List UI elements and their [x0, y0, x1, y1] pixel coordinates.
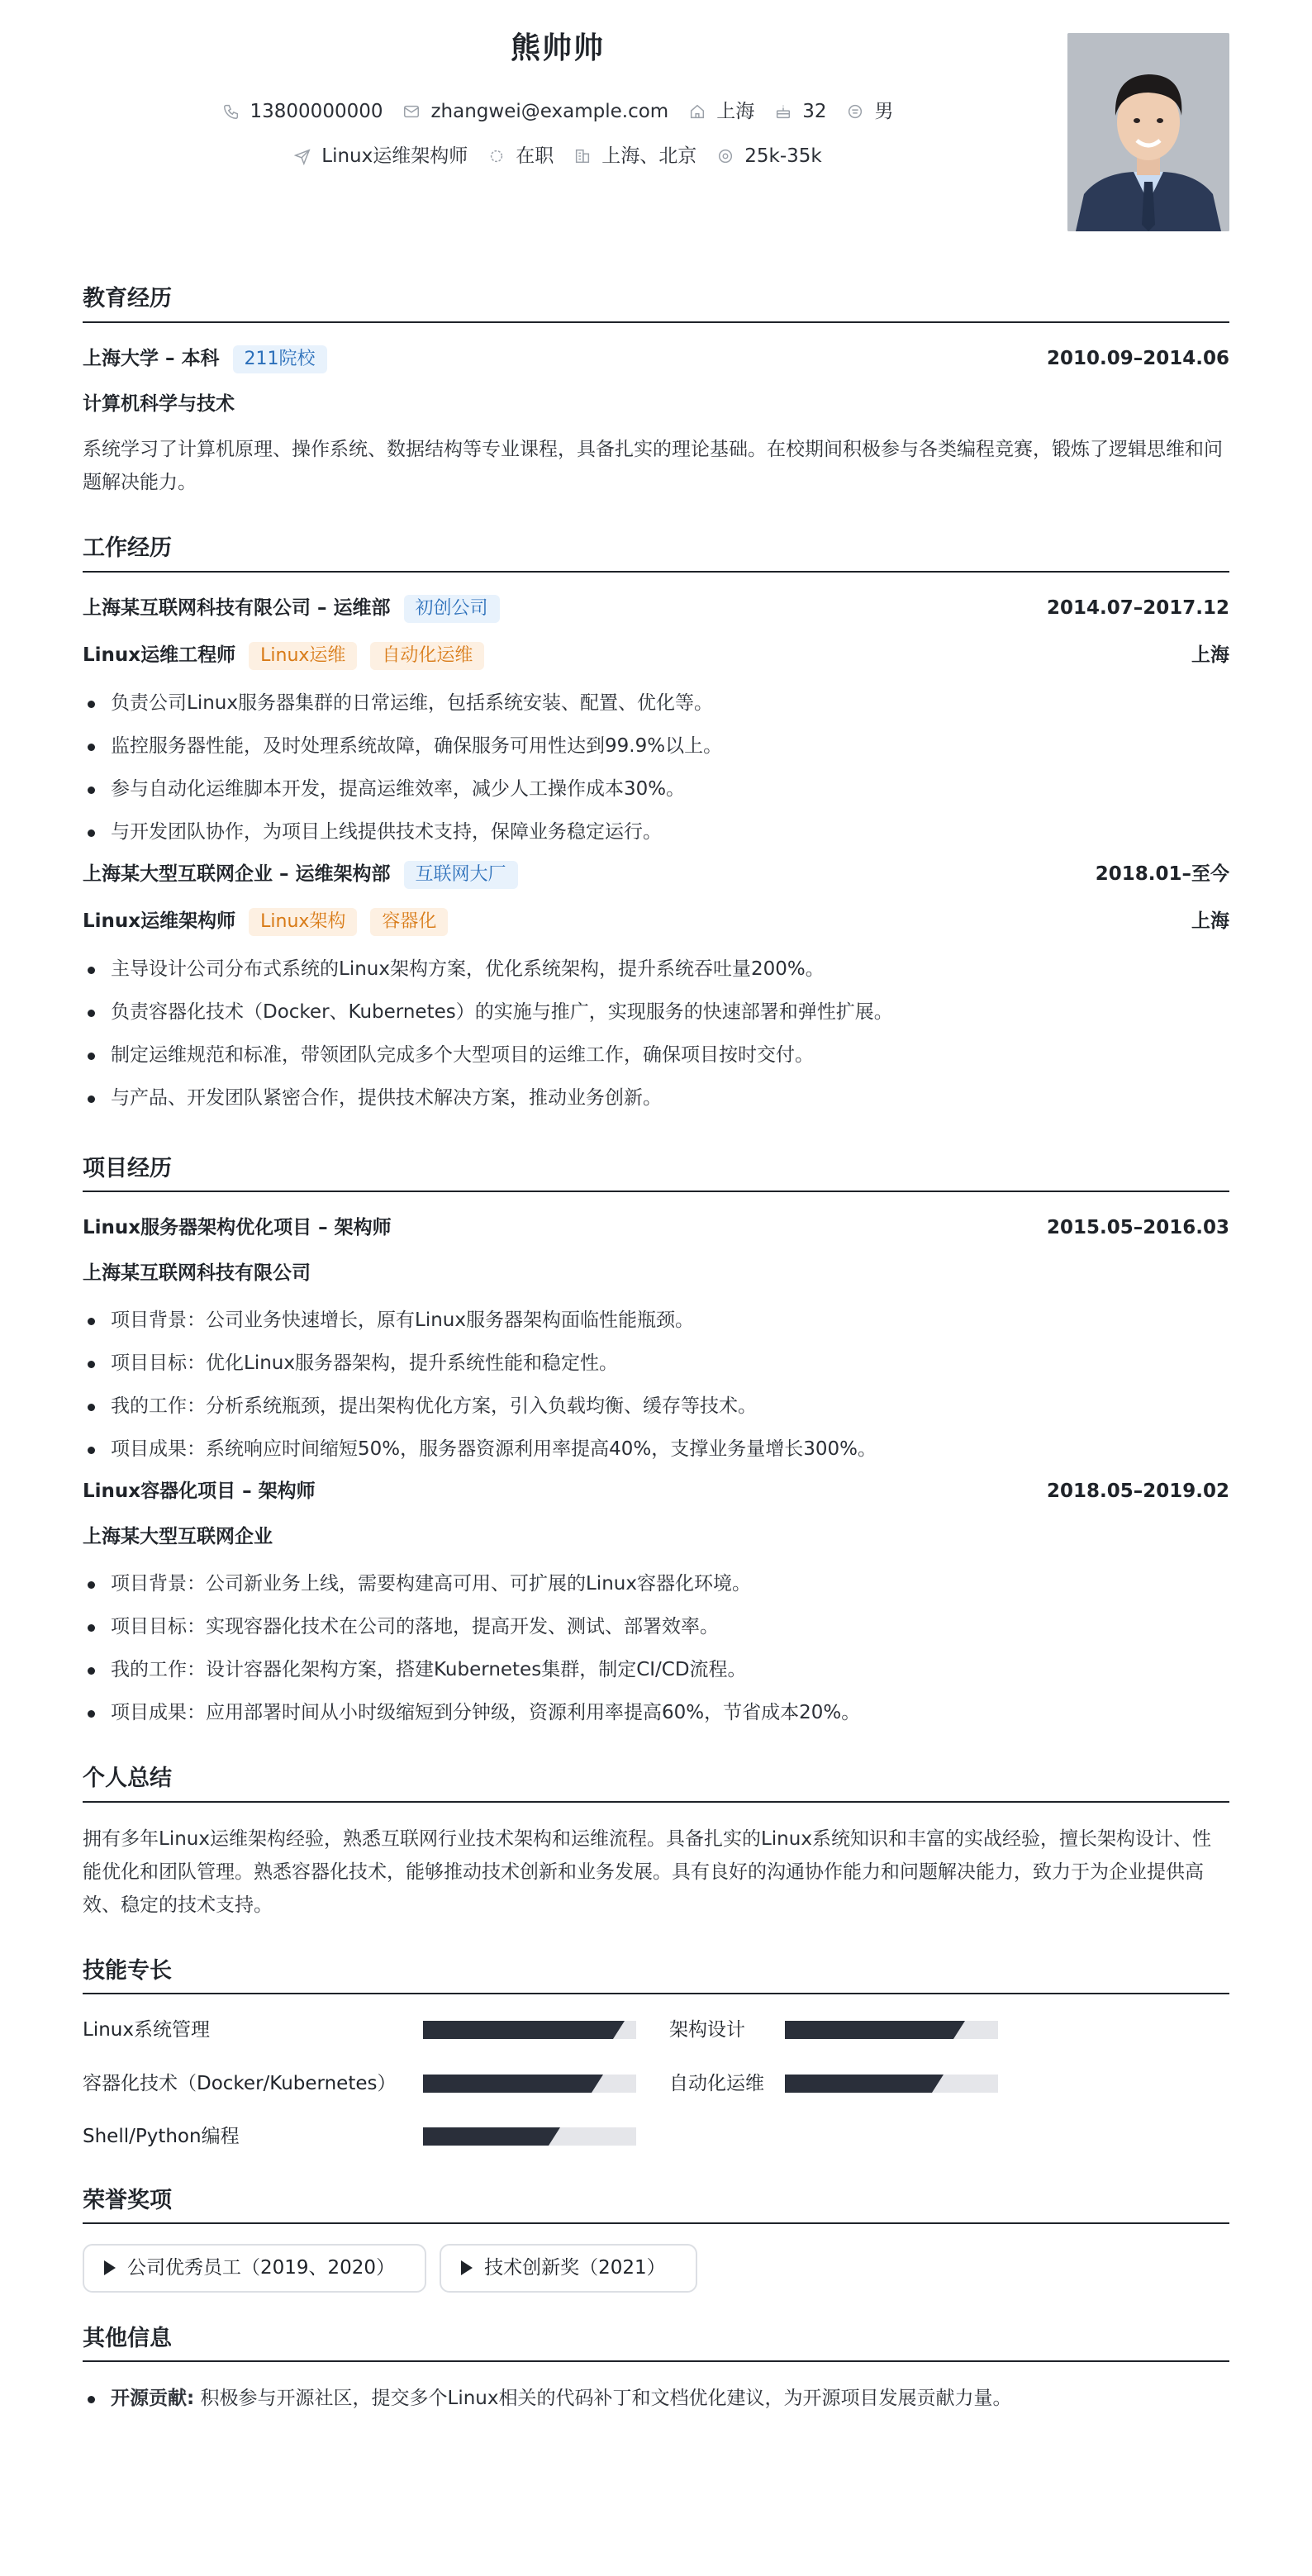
skill-bar-cell — [785, 2021, 998, 2039]
education-title: 教育经历 — [83, 283, 1229, 323]
phone-icon — [222, 102, 240, 121]
email-item — [402, 97, 668, 126]
company-tag: 初创公司 — [404, 595, 500, 623]
gender-icon — [846, 102, 864, 121]
play-icon — [104, 2260, 116, 2275]
skill-bar — [423, 2075, 636, 2093]
project-date: 2015.05–2016.03 — [1046, 1217, 1229, 1238]
projects-title: 项目经历 — [83, 1153, 1229, 1193]
age-value: 32 — [802, 101, 827, 122]
job-role: Linux运维架构师 — [83, 910, 236, 932]
skill-bar-fill — [785, 2075, 932, 2093]
project-entry — [83, 1477, 1229, 1729]
education-date: 2010.09–2014.06 — [1046, 347, 1229, 369]
salary-value: 25k-35k — [744, 145, 822, 167]
list-item: 负责容器化技术（Docker、Kubernetes）的实施与推广，实现服务的快速部署和弹性扩展。 — [83, 996, 1229, 1029]
candidate-name: 熊帅帅 — [510, 31, 605, 65]
status-item — [487, 142, 554, 171]
school-name: 上海大学 – 本科 — [83, 347, 220, 369]
coin-icon — [716, 147, 734, 165]
job-city: 上海 — [1191, 910, 1229, 932]
target-job-value: Linux运维架构师 — [321, 145, 468, 167]
skill-bar-cell — [423, 2127, 669, 2146]
project-name: Linux容器化项目 – 架构师 — [83, 1480, 316, 1502]
age-item — [774, 97, 826, 126]
award-chip — [440, 2244, 697, 2293]
skill-bar — [785, 2021, 998, 2039]
job-company-line — [83, 860, 518, 889]
skill-bar-cell — [423, 2021, 669, 2039]
job-date: 2018.01–至今 — [1095, 863, 1229, 885]
job-role: Linux运维工程师 — [83, 644, 236, 666]
skill-label: 容器化技术（Docker/Kubernetes） — [83, 2072, 397, 2094]
job-company: 上海某大型互联网企业 – 运维架构部 — [83, 863, 391, 885]
project-org: 上海某互联网科技有限公司 — [83, 1262, 311, 1284]
gender-item — [846, 97, 893, 126]
award-label: 技术创新奖（2021） — [484, 2257, 666, 2279]
school-tag: 211院校 — [233, 345, 327, 373]
play-icon — [461, 2260, 473, 2275]
avatar-photo — [1067, 33, 1229, 231]
job-role-row — [83, 907, 1229, 936]
job-entry — [83, 594, 1229, 848]
project-bullets — [83, 1567, 1229, 1729]
job-bullets — [83, 953, 1229, 1115]
mail-icon — [402, 102, 421, 121]
honors-section — [83, 2184, 1229, 2293]
project-name: Linux服务器架构优化项目 – 架构师 — [83, 1217, 392, 1238]
skill-bar-cell — [785, 2075, 998, 2093]
project-date: 2018.05–2019.02 — [1046, 1480, 1229, 1502]
project-bullets — [83, 1304, 1229, 1466]
skill-bar — [423, 2021, 636, 2039]
list-item: 项目目标：优化Linux服务器架构，提升系统性能和稳定性。 — [83, 1347, 1229, 1380]
location-value: 上海 — [716, 101, 755, 122]
job-intent-row — [83, 142, 1033, 171]
list-item: 项目目标：实现容器化技术在公司的落地，提高开发、测试、部署效率。 — [83, 1610, 1229, 1643]
skills-section — [83, 1955, 1229, 2151]
education-school-line — [83, 345, 327, 373]
job-entry — [83, 860, 1229, 1115]
list-item: 项目成果：应用部署时间从小时级缩短到分钟级，资源利用率提高60%，节省成本20%。 — [83, 1696, 1229, 1729]
job-company-line — [83, 594, 500, 623]
skill-label: Linux系统管理 — [83, 2019, 210, 2041]
list-item: 监控服务器性能，及时处理系统故障，确保服务可用性达到99.9%以上。 — [83, 730, 1229, 763]
other-title: 其他信息 — [83, 2322, 1229, 2363]
list-item: 负责公司Linux服务器集群的日常运维，包括系统安装、配置、优化等。 — [83, 687, 1229, 720]
job-city: 上海 — [1191, 644, 1229, 666]
skill-bar — [423, 2127, 636, 2146]
skill-bar-fill — [785, 2021, 953, 2039]
company-tag: 互联网大厂 — [404, 861, 518, 889]
status-value: 在职 — [516, 145, 554, 167]
skill-bar-fill — [423, 2127, 549, 2146]
education-major: 计算机科学与技术 — [83, 392, 235, 415]
project-header-row — [83, 1214, 1229, 1243]
phone-value: 13800000000 — [250, 101, 383, 122]
target-city-value: 上海、北京 — [601, 145, 697, 167]
project-header-row — [83, 1477, 1229, 1506]
role-tag: Linux运维 — [249, 642, 357, 670]
work-title: 工作经历 — [83, 532, 1229, 573]
summary-title: 个人总结 — [83, 1762, 1229, 1803]
list-item: 与产品、开发团队紧密合作，提供技术解决方案，推动业务创新。 — [83, 1081, 1229, 1115]
skills-title: 技能专长 — [83, 1955, 1229, 1995]
salary-item — [716, 142, 821, 171]
job-company-row — [83, 594, 1229, 623]
skill-label: 自动化运维 — [669, 2072, 764, 2094]
skill-bar — [785, 2075, 998, 2093]
job-role-row — [83, 641, 1229, 670]
list-item — [83, 2382, 1229, 2415]
status-icon — [487, 147, 506, 165]
role-tag: 自动化运维 — [370, 642, 484, 670]
other-text: 积极参与开源社区，提交多个Linux相关的代码补丁和文档优化建议，为开源项目发展贡献力量。 — [200, 2388, 1012, 2409]
cake-icon — [774, 102, 792, 121]
list-item: 项目背景：公司新业务上线，需要构建高可用、可扩展的Linux容器化环境。 — [83, 1567, 1229, 1600]
job-company-row — [83, 860, 1229, 889]
summary-section — [83, 1762, 1229, 1922]
list-item: 项目成果：系统响应时间缩短50%，服务器资源利用率提高40%，支撑业务量增长300%。 — [83, 1433, 1229, 1466]
role-tag: 容器化 — [370, 908, 448, 936]
other-label: 开源贡献: — [111, 2388, 195, 2409]
education-header-row — [83, 345, 1229, 373]
education-description: 系统学习了计算机原理、操作系统、数据结构等专业课程，具备扎实的理论基础。在校期间积极参与各类编程竞赛，锻炼了逻辑思维和问题解决能力。 — [83, 439, 1223, 493]
contact-row — [83, 97, 1033, 126]
work-section — [83, 532, 1229, 1115]
job-date: 2014.07–2017.12 — [1046, 596, 1229, 619]
project-org: 上海某大型互联网企业 — [83, 1525, 273, 1547]
building-icon — [573, 147, 592, 165]
education-section — [83, 283, 1229, 499]
skill-label: 架构设计 — [669, 2019, 745, 2041]
list-item: 与开发团队协作，为项目上线提供技术支持，保障业务稳定运行。 — [83, 815, 1229, 848]
skill-label: Shell/Python编程 — [83, 2126, 240, 2147]
skills-grid — [83, 2016, 1229, 2151]
target-city-item — [573, 142, 696, 171]
projects-section — [83, 1153, 1229, 1730]
email-value: zhangwei@example.com — [430, 101, 669, 122]
role-tag: Linux架构 — [249, 908, 357, 936]
location-item — [688, 97, 754, 126]
honors-title: 荣誉奖项 — [83, 2184, 1229, 2225]
job-company: 上海某互联网科技有限公司 – 运维部 — [83, 596, 391, 619]
skill-bar-fill — [423, 2021, 613, 2039]
skill-bar-fill — [423, 2075, 592, 2093]
job-role-line — [83, 907, 448, 936]
job-role-line — [83, 641, 484, 670]
target-job-item — [293, 142, 468, 171]
skill-bar-cell — [423, 2075, 669, 2093]
home-icon — [688, 102, 706, 121]
summary-text: 拥有多年Linux运维架构经验，熟悉互联网行业技术架构和运维流程。具备扎实的Linux系统知识和丰富的实战经验，擅长架构设计、性能优化和团队管理。熟悉容器化技术，能够推动技术创新和业务发展。具有良好的沟通协作能力和问题解决能力，致力于为企业提供高效、稳定的技术支持。 — [83, 1827, 1211, 1916]
list-item: 制定运维规范和标准，带领团队完成多个大型项目的运维工作，确保项目按时交付。 — [83, 1038, 1229, 1072]
list-item: 我的工作：设计容器化架构方案，搭建Kubernetes集群，制定CI/CD流程。 — [83, 1653, 1229, 1686]
list-item: 我的工作：分析系统瓶颈，提出架构优化方案，引入负载均衡、缓存等技术。 — [83, 1390, 1229, 1423]
list-item: 主导设计公司分布式系统的Linux架构方案，优化系统架构，提升系统吞吐量200%。 — [83, 953, 1229, 986]
award-chip — [83, 2244, 426, 2293]
other-list — [83, 2382, 1229, 2415]
list-item: 项目背景：公司业务快速增长，原有Linux服务器架构面临性能瓶颈。 — [83, 1304, 1229, 1337]
award-label: 公司优秀员工（2019、2020） — [127, 2257, 396, 2279]
awards-list — [83, 2244, 1229, 2293]
job-bullets — [83, 687, 1229, 848]
other-section — [83, 2322, 1229, 2416]
project-entry — [83, 1214, 1229, 1466]
gender-value: 男 — [874, 101, 894, 122]
list-item: 参与自动化运维脚本开发，提高运维效率，减少人工操作成本30%。 — [83, 772, 1229, 806]
resume-header — [83, 0, 1229, 240]
phone-item — [222, 97, 383, 126]
send-icon — [293, 147, 311, 165]
